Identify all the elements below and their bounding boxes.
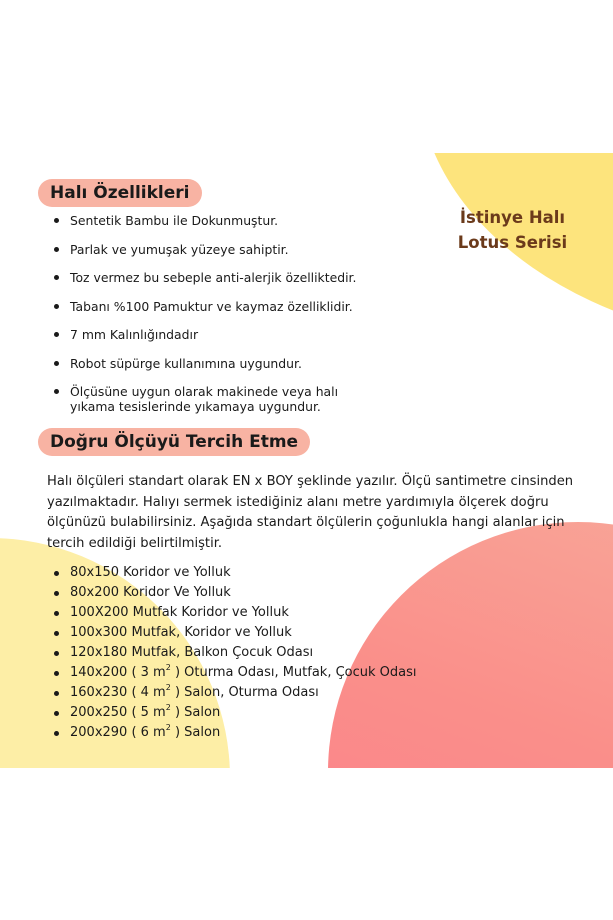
brand-title (440, 205, 585, 255)
size-room: ) Salon, Oturma Odası (170, 685, 319, 700)
size-room: ) Salon (170, 725, 221, 740)
size-room: ) Oturma Odası, Mutfak, Çocuk Odası (170, 665, 417, 680)
superscript: 2 (165, 722, 171, 732)
superscript: 2 (165, 682, 171, 692)
feature-item: Sentetik Bambu ile Dokunmuştur. (50, 213, 400, 228)
size-item (50, 663, 470, 683)
size-list (50, 563, 470, 743)
size-guide-intro: Halı ölçüleri standart olarak EN x BOY şeklinde yazılır. Ölçü santimetre cinsinden yazılmaktadır. Halıyı sermek istediğiniz alanı metre yardımıyla ölçerek doğru ölçünüzü bulabilirsiniz. Aşağıda standart ölçülerin çoğunlukla hangi alanlar için tercih edildiği belirtilmiştir. (47, 474, 574, 551)
decor-mask (418, 0, 613, 153)
size-item: 100X200 Mutfak Koridor ve Yolluk (50, 603, 470, 623)
size-item (50, 723, 470, 743)
features-list (50, 213, 400, 428)
decor-mask-bottom (0, 768, 613, 920)
size-item (50, 683, 470, 703)
size-label: 140x200 ( 3 m (70, 665, 166, 680)
size-label: 200x250 ( 5 m (70, 705, 166, 720)
size-item: 120x180 Mutfak, Balkon Çocuk Odası (50, 643, 470, 663)
size-guide-heading: Doğru Ölçüyü Tercih Etme (38, 428, 310, 456)
brand-line-2: Lotus Serisi (457, 233, 568, 252)
size-label: 200x290 ( 6 m (70, 725, 166, 740)
size-room: ) Salon (170, 705, 221, 720)
feature-item: 7 mm Kalınlığındadır (50, 327, 400, 342)
superscript: 2 (165, 662, 171, 672)
size-label: 160x230 ( 4 m (70, 685, 166, 700)
size-item: 80x150 Koridor ve Yolluk (50, 563, 470, 583)
feature-item: Parlak ve yumuşak yüzeye sahiptir. (50, 242, 400, 257)
feature-item: Robot süpürge kullanımına uygundur. (50, 356, 400, 371)
size-item: 100x300 Mutfak, Koridor ve Yolluk (50, 623, 470, 643)
size-item: 80x200 Koridor Ve Yolluk (50, 583, 470, 603)
size-item (50, 703, 470, 723)
feature-item: Tabanı %100 Pamuktur ve kaymaz özelliklidir. (50, 299, 400, 314)
superscript: 2 (165, 702, 171, 712)
brand-line-1: İstinye Halı (459, 208, 566, 227)
features-heading: Halı Özellikleri (38, 179, 202, 207)
feature-item: Toz vermez bu sebeple anti-alerjik özelliktedir. (50, 270, 400, 285)
feature-item: Ölçüsüne uygun olarak makinede veya halı yıkama tesislerinde yıkamaya uygundur. (50, 384, 370, 414)
